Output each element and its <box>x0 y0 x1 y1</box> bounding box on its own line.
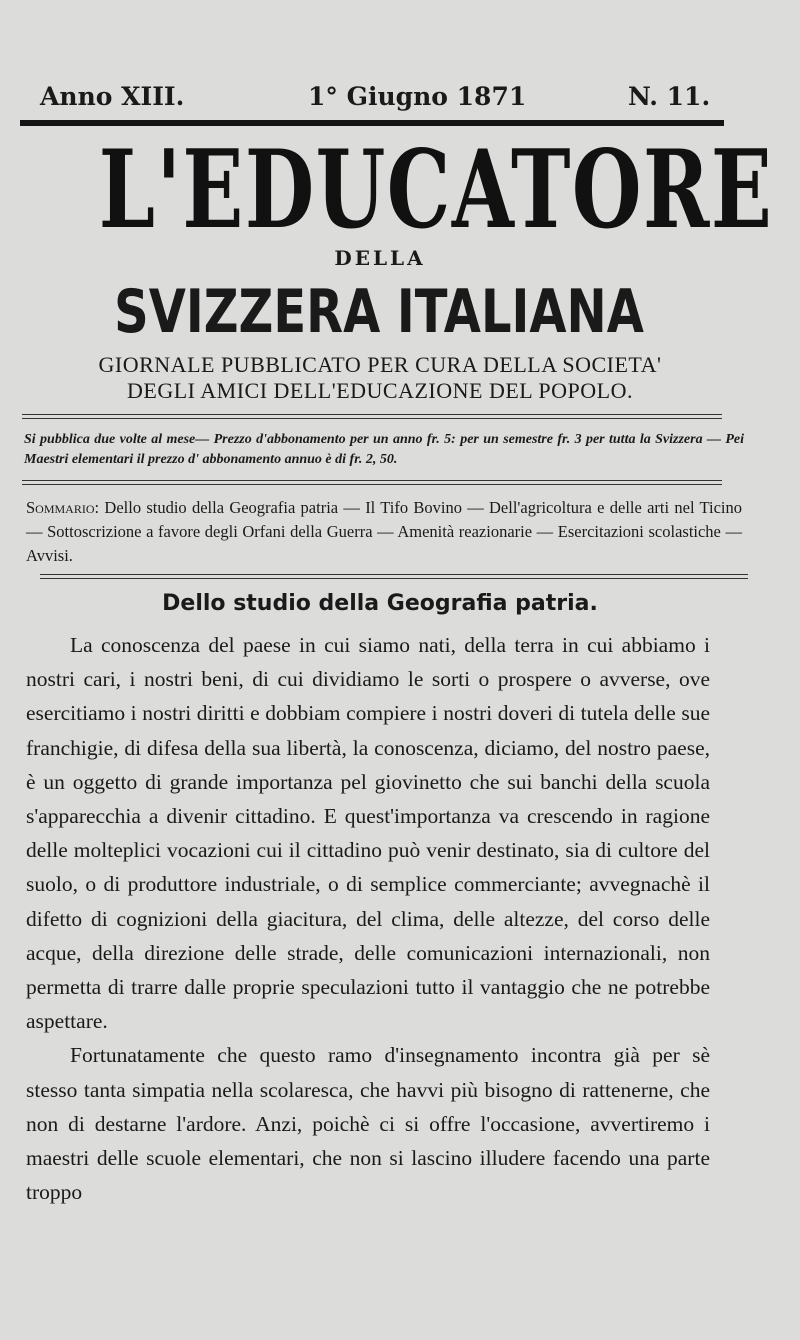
article-paragraph-2: Fortunatamente che questo ramo d'insegnamento incontra già per sè stesso tanta simpatia nella scolaresca, che havvi più bisogno di rattenerne, che non di destarne l'ardore. Anzi, poichè ci si offre l'occasione, avvertiremo i maestri delle scuole elementari, che non si lascino illudere facendo una parte troppo <box>26 1043 710 1205</box>
issue-date: 1° Giugno 1871 <box>308 82 527 111</box>
article-title: Dello studio della Geografia patria. <box>162 591 598 616</box>
summary <box>26 496 742 568</box>
rule-4 <box>22 484 722 485</box>
summary-label: Sommario: <box>26 498 100 517</box>
rule-6 <box>40 578 748 579</box>
issue-number: N. 11. <box>628 82 711 111</box>
masthead-tagline-1: GIORNALE PUBBLICATO PER CURA DELLA SOCIETA' <box>98 352 662 377</box>
subscription-info: Si pubblica due volte al mese— Prezzo d'abbonamento per un anno fr. 5: per un semestre fr. 3 per tutta la Svizzera — Pei Maestri elementari il prezzo d' abbonamento annuo è di fr. 2, 50. <box>24 432 744 467</box>
masthead-della: DELLA <box>334 246 426 270</box>
masthead-title: L'EDUCATORE <box>98 127 774 253</box>
masthead-tagline-2: DEGLI AMICI DELL'EDUCAZIONE DEL POPOLO. <box>127 378 633 403</box>
rule-3 <box>22 480 722 481</box>
issue-year: Anno XIII. <box>40 82 185 111</box>
masthead-subtitle: SVIZZERA ITALIANA <box>114 277 644 347</box>
rule-1 <box>22 414 722 415</box>
issue-header <box>40 82 720 118</box>
summary-text: Dello studio della Geografia patria — Il Tifo Bovino — Dell'agricoltura e delle arti nel Ticino — Sottoscrizione a favore degli Orfani della Guerra — Amenità reazionarie — Esercitazioni scolastiche — Avvisi. <box>26 498 743 565</box>
rule-5 <box>40 574 748 575</box>
header-rule <box>20 120 724 126</box>
article-paragraph-1: La conoscenza del paese in cui siamo nati, della terra in cui abbiamo i nostri cari, i nostri beni, di cui dividiamo le sorti o prospere o avverse, ove esercitiamo i nostri diritti e dobbiam compiere i nostri doveri di tutela delle sue franchigie, di difesa della sua libertà, la conoscenza, diciamo, del nostro paese, è un oggetto di grande importanza pel giovinetto che sui banchi della scuola s'apparecchia a divenir cittadino. E quest'importanza va crescendo in ragione delle molteplici vocazioni cui il cittadino può venir destinato, sia di cultore del suolo, o di produttore industriale, o di semplice commerciante; avvegnachè il difetto di cognizioni della giacitura, del clima, delle altezze, del corso delle acque, della direzione delle strade, delle comunicazioni internazionali, non permetta di trarre dalle proprie speculazioni tutto il vantaggio che ne potrebbe aspettare. <box>26 633 710 1034</box>
rule-2 <box>22 418 722 419</box>
article-body <box>26 628 710 1209</box>
